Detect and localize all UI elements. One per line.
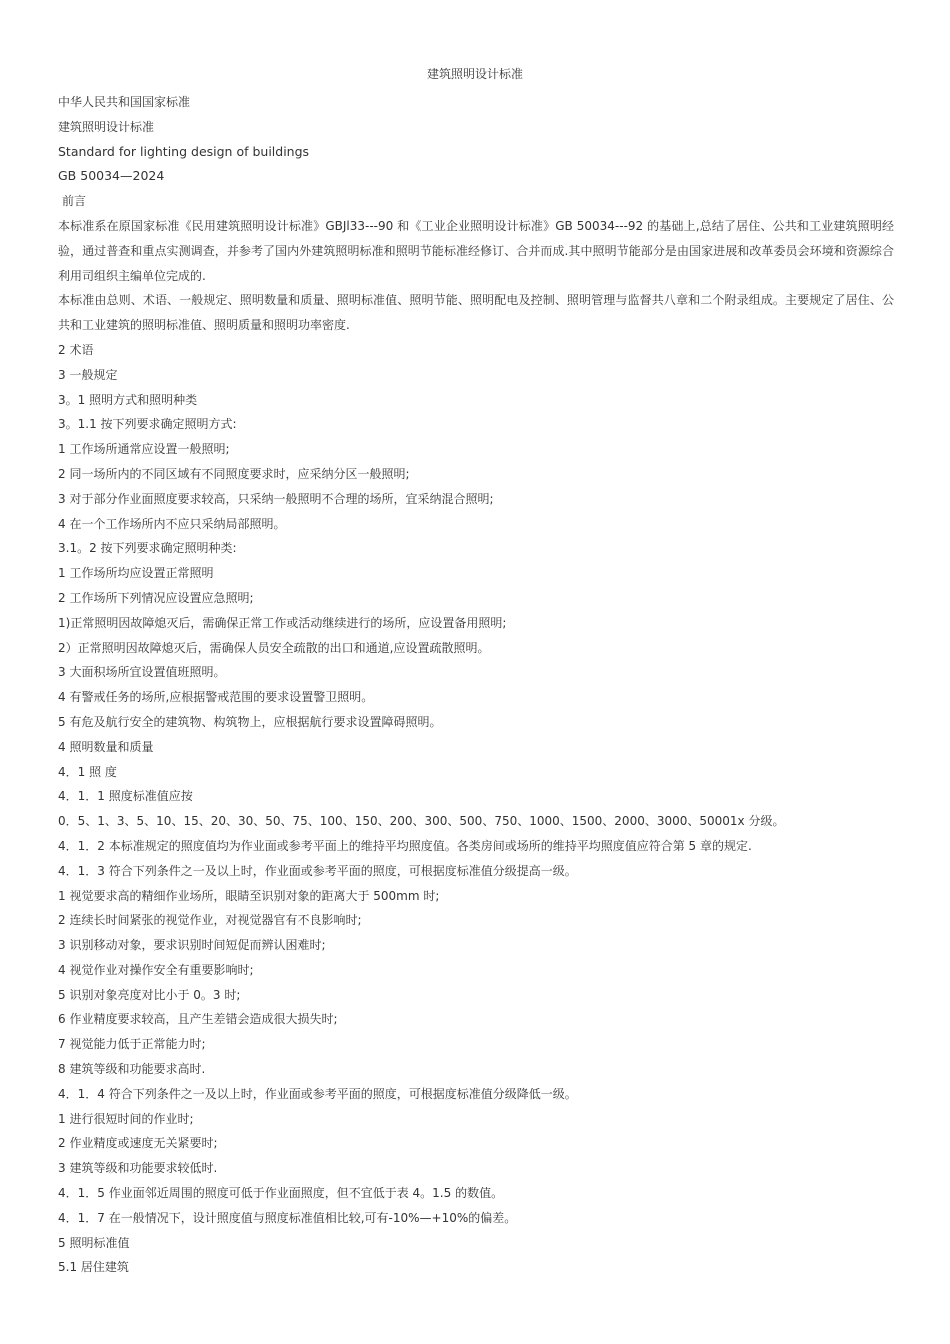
body-line: 7 视觉能力低于正常能力时;	[58, 1037, 206, 1052]
standard-name-line: 建筑照明设计标准	[58, 119, 155, 134]
body-line: 1)正常照明因故障熄灭后，需确保正常工作或活动继续进行的场所，应设置备用照明;	[58, 615, 507, 630]
body-line: 3 对于部分作业面照度要求较高，只采纳一般照明不合理的场所，宜采纳混合照明;	[58, 491, 494, 506]
body-line: 4 有警戒任务的场所,应根据警戒范围的要求设置警卫照明。	[58, 690, 374, 705]
body-line: 4．1．1 照度标准值应按	[58, 789, 193, 804]
body-line: 3。1.1 按下列要求确定照明方式:	[58, 417, 237, 432]
body-line: 4．1．3 符合下列条件之一及以上时，作业面或参考平面的照度，可根据度标准值分级提高一级。	[58, 863, 577, 878]
body-line: 2 同一场所内的不同区域有不同照度要求时，应采纳分区一般照明;	[58, 466, 410, 481]
body-line: 2）正常照明因故障熄灭后，需确保人员安全疏散的出口和通道,应设置疏散照明。	[58, 640, 490, 655]
body-line: 4 照明数量和质量	[58, 739, 154, 754]
body-line: 4．1．7 在一般情况下，设计照度值与照度标准值相比较,可有-10%—+10%的偏差。	[58, 1210, 517, 1225]
body-line: 2 术语	[58, 342, 94, 357]
body-line: 1 工作场所通常应设置一般照明;	[58, 442, 230, 457]
body-line: 1 进行很短时间的作业时;	[58, 1111, 194, 1126]
body-line: 4 视觉作业对操作安全有重要影响时;	[58, 962, 254, 977]
english-title-line: Standard for lighting design of buildings	[58, 143, 310, 159]
document-body	[58, 90, 894, 1280]
body-line: 4 在一个工作场所内不应只采纳局部照明。	[58, 516, 286, 531]
body-line: 3.1。2 按下列要求确定照明种类:	[58, 541, 237, 556]
standard-code-line: GB 50034—2024	[58, 168, 165, 184]
body-line: 3 识别移动对象，要求识别时间短促而辨认困难时;	[58, 938, 326, 953]
body-line: 3 大面积场所宜设置值班照明。	[58, 665, 226, 680]
body-line: 4．1 照 度	[58, 764, 117, 779]
body-line: 2 工作场所下列情况应设置应急照明;	[58, 590, 254, 605]
body-line: 1 视觉要求高的精细作业场所，眼睛至识别对象的距离大于 500mm 时;	[58, 888, 440, 903]
body-line: 4．1．4 符合下列条件之一及以上时，作业面或参考平面的照度，可根据度标准值分级降低一级。	[58, 1086, 577, 1101]
body-line: 5 有危及航行安全的建筑物、构筑物上，应根据航行要求设置障碍照明。	[58, 714, 442, 729]
body-line: 4．1．5 作业面邻近周围的照度可低于作业面照度，但不宜低于表 4。1.5 的数值。	[58, 1186, 504, 1201]
standard-type-line: 中华人民共和国国家标准	[58, 95, 191, 109]
body-line: 3 一般规定	[58, 367, 118, 382]
body-line: 8 建筑等级和功能要求高时.	[58, 1062, 206, 1077]
body-line: 4．1．2 本标准规定的照度值均为作业面或参考平面上的维持平均照度值。各类房间或场所的维持平均照度值应符合第 5 章的规定.	[58, 838, 752, 853]
body-line: 5 识别对象亮度对比小于 0。3 时;	[58, 987, 241, 1002]
preface-paragraph: 本标准由总则、术语、一般规定、照明数量和质量、照明标准值、照明节能、照明配电及控制、照明管理与监督共八章和二个附录组成。主要规定了居住、公共和工业建筑的照明标准值、照明质量和照明功率密度.	[58, 293, 894, 333]
body-line: 0．5、1、3、5、10、15、20、30、50、75、100、150、200、300、500、750、1000、1500、2000、3000、50001x 分级。	[58, 814, 785, 829]
preface-heading: 前言	[62, 194, 87, 209]
document-title: 建筑照明设计标准	[426, 67, 523, 81]
body-line: 3 建筑等级和功能要求较低时.	[58, 1161, 218, 1176]
body-line: 3。1 照明方式和照明种类	[58, 392, 198, 407]
body-line: 5 照明标准值	[58, 1235, 130, 1250]
body-line: 2 作业精度或速度无关紧要时;	[58, 1136, 218, 1151]
body-line: 5.1 居住建筑	[58, 1260, 129, 1275]
body-line: 2 连续长时间紧张的视觉作业，对视觉器官有不良影响时;	[58, 913, 362, 928]
body-line: 1 工作场所均应设置正常照明	[58, 566, 214, 581]
body-line: 6 作业精度要求较高，且产生差错会造成很大损失时;	[58, 1012, 338, 1027]
preface-paragraph: 本标准系在原国家标准《民用建筑照明设计标准》GBJl33---90 和《工业企业照明设计标准》GB 50034---92 的基础上,总结了居住、公共和工业建筑照明经验，通过普查和重点实测调查，并参考了国内外建筑照明标准和照明节能标准经修订、合并而成.其中照明节能部分是由国家进展和改革委员会环境和资源综合利用司组织主编单位完成的.	[58, 218, 894, 283]
